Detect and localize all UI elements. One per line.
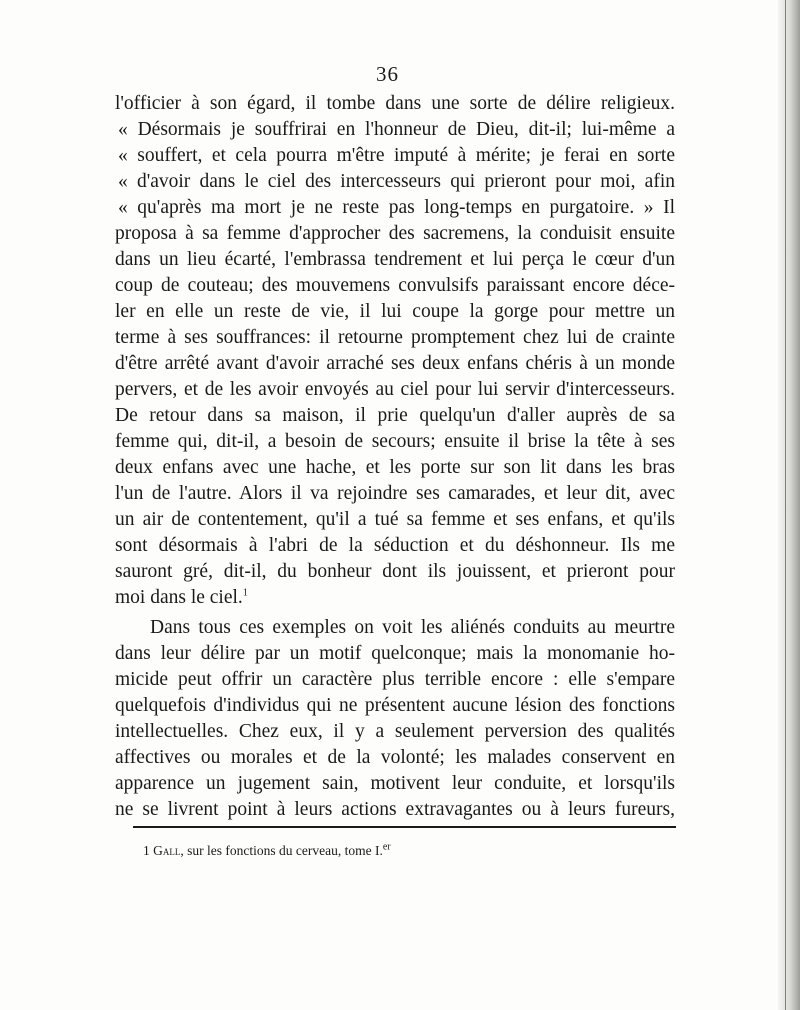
text-line: terme à ses souffrances: il retourne promptement chez lui de crainte <box>115 327 675 348</box>
text-line: pervers, et de les avoir envoyés au ciel pour lui servir d'intercesseurs. <box>115 379 675 400</box>
page-edge-line <box>785 0 786 1010</box>
text-line: dans un lieu écarté, l'embrassa tendrement et lui perça le cœur d'un <box>115 249 675 270</box>
text-line: « Désormais je souffrirai en l'honneur de Dieu, dit-il; lui-même a <box>118 119 675 140</box>
footnote-superscript: er <box>382 841 391 853</box>
page-edge-shadow <box>778 0 800 1010</box>
text-line-last <box>115 586 675 610</box>
footnote-reference: 1 <box>242 587 248 599</box>
text-line: apparence un jugement sain, motivent leur conduite, et lorsqu'ils <box>115 773 675 794</box>
text-line: « d'avoir dans le ciel des intercesseurs qui prieront pour moi, afin <box>118 171 675 192</box>
text-line: De retour dans sa maison, il prie quelqu'un d'aller auprès de sa <box>115 405 675 426</box>
footnote-rule <box>133 826 676 828</box>
text-line: l'un de l'autre. Alors il va rejoindre ses camarades, et leur dit, avec <box>115 483 675 504</box>
text-line: deux enfans avec une hache, et les porte sur son lit dans les bras <box>115 457 675 478</box>
text-line-content: moi dans le ciel. <box>115 587 243 608</box>
text-line: dans leur délire par un motif quelconque; mais la monomanie ho- <box>115 643 675 664</box>
text-line: affectives ou morales et de la volonté; les malades conservent en <box>115 747 675 768</box>
text-line: femme qui, dit-il, a besoin de secours; ensuite il brise la tête à ses <box>115 431 675 452</box>
text-line: « qu'après ma mort je ne reste pas long-temps en purgatoire. » Il <box>118 197 675 218</box>
footnote <box>143 842 663 860</box>
text-line: l'officier à son égard, il tombe dans une sorte de délire religieux. <box>115 93 675 114</box>
text-line: micide peut offrir un caractère plus terrible encore : elle s'empare <box>115 669 675 690</box>
paragraph-first-line: Dans tous ces exemples on voit les aliénés conduits au meurtre <box>150 617 675 638</box>
text-line: ne se livrent point à leurs actions extravagantes ou à leurs fureurs, <box>115 799 675 820</box>
text-line: intellectuelles. Chez eux, il y a seulement perversion des qualités <box>115 721 675 742</box>
text-line: ler en elle un reste de vie, il lui coupe la gorge pour mettre un <box>115 301 675 322</box>
text-line: coup de couteau; des mouvemens convulsifs paraissant encore déce- <box>115 275 675 296</box>
text-line: quelquefois d'individus qui ne présentent aucune lésion des fonctions <box>115 695 675 716</box>
footnote-author: Gall <box>153 843 181 858</box>
page-number: 36 <box>376 62 399 86</box>
footnote-text: , sur les fonctions du cerveau, tome I. <box>180 843 383 858</box>
text-line: proposa à sa femme d'approcher des sacremens, la conduisit ensuite <box>115 223 675 244</box>
footnote-marker: 1 <box>143 843 150 858</box>
text-line: d'être arrêté avant d'avoir arraché ses deux enfans chéris à un monde <box>115 353 675 374</box>
text-line: sauront gré, dit-il, du bonheur dont ils jouissent, et prieront pour <box>115 561 675 582</box>
text-line: « souffert, et cela pourra m'être imputé à mérite; je ferai en sorte <box>118 145 675 166</box>
text-line: un air de contentement, qu'il a tué sa femme et ses enfans, et qu'ils <box>115 509 675 530</box>
text-line: sont désormais à l'abri de la séduction et du déshonneur. Ils me <box>115 535 675 556</box>
